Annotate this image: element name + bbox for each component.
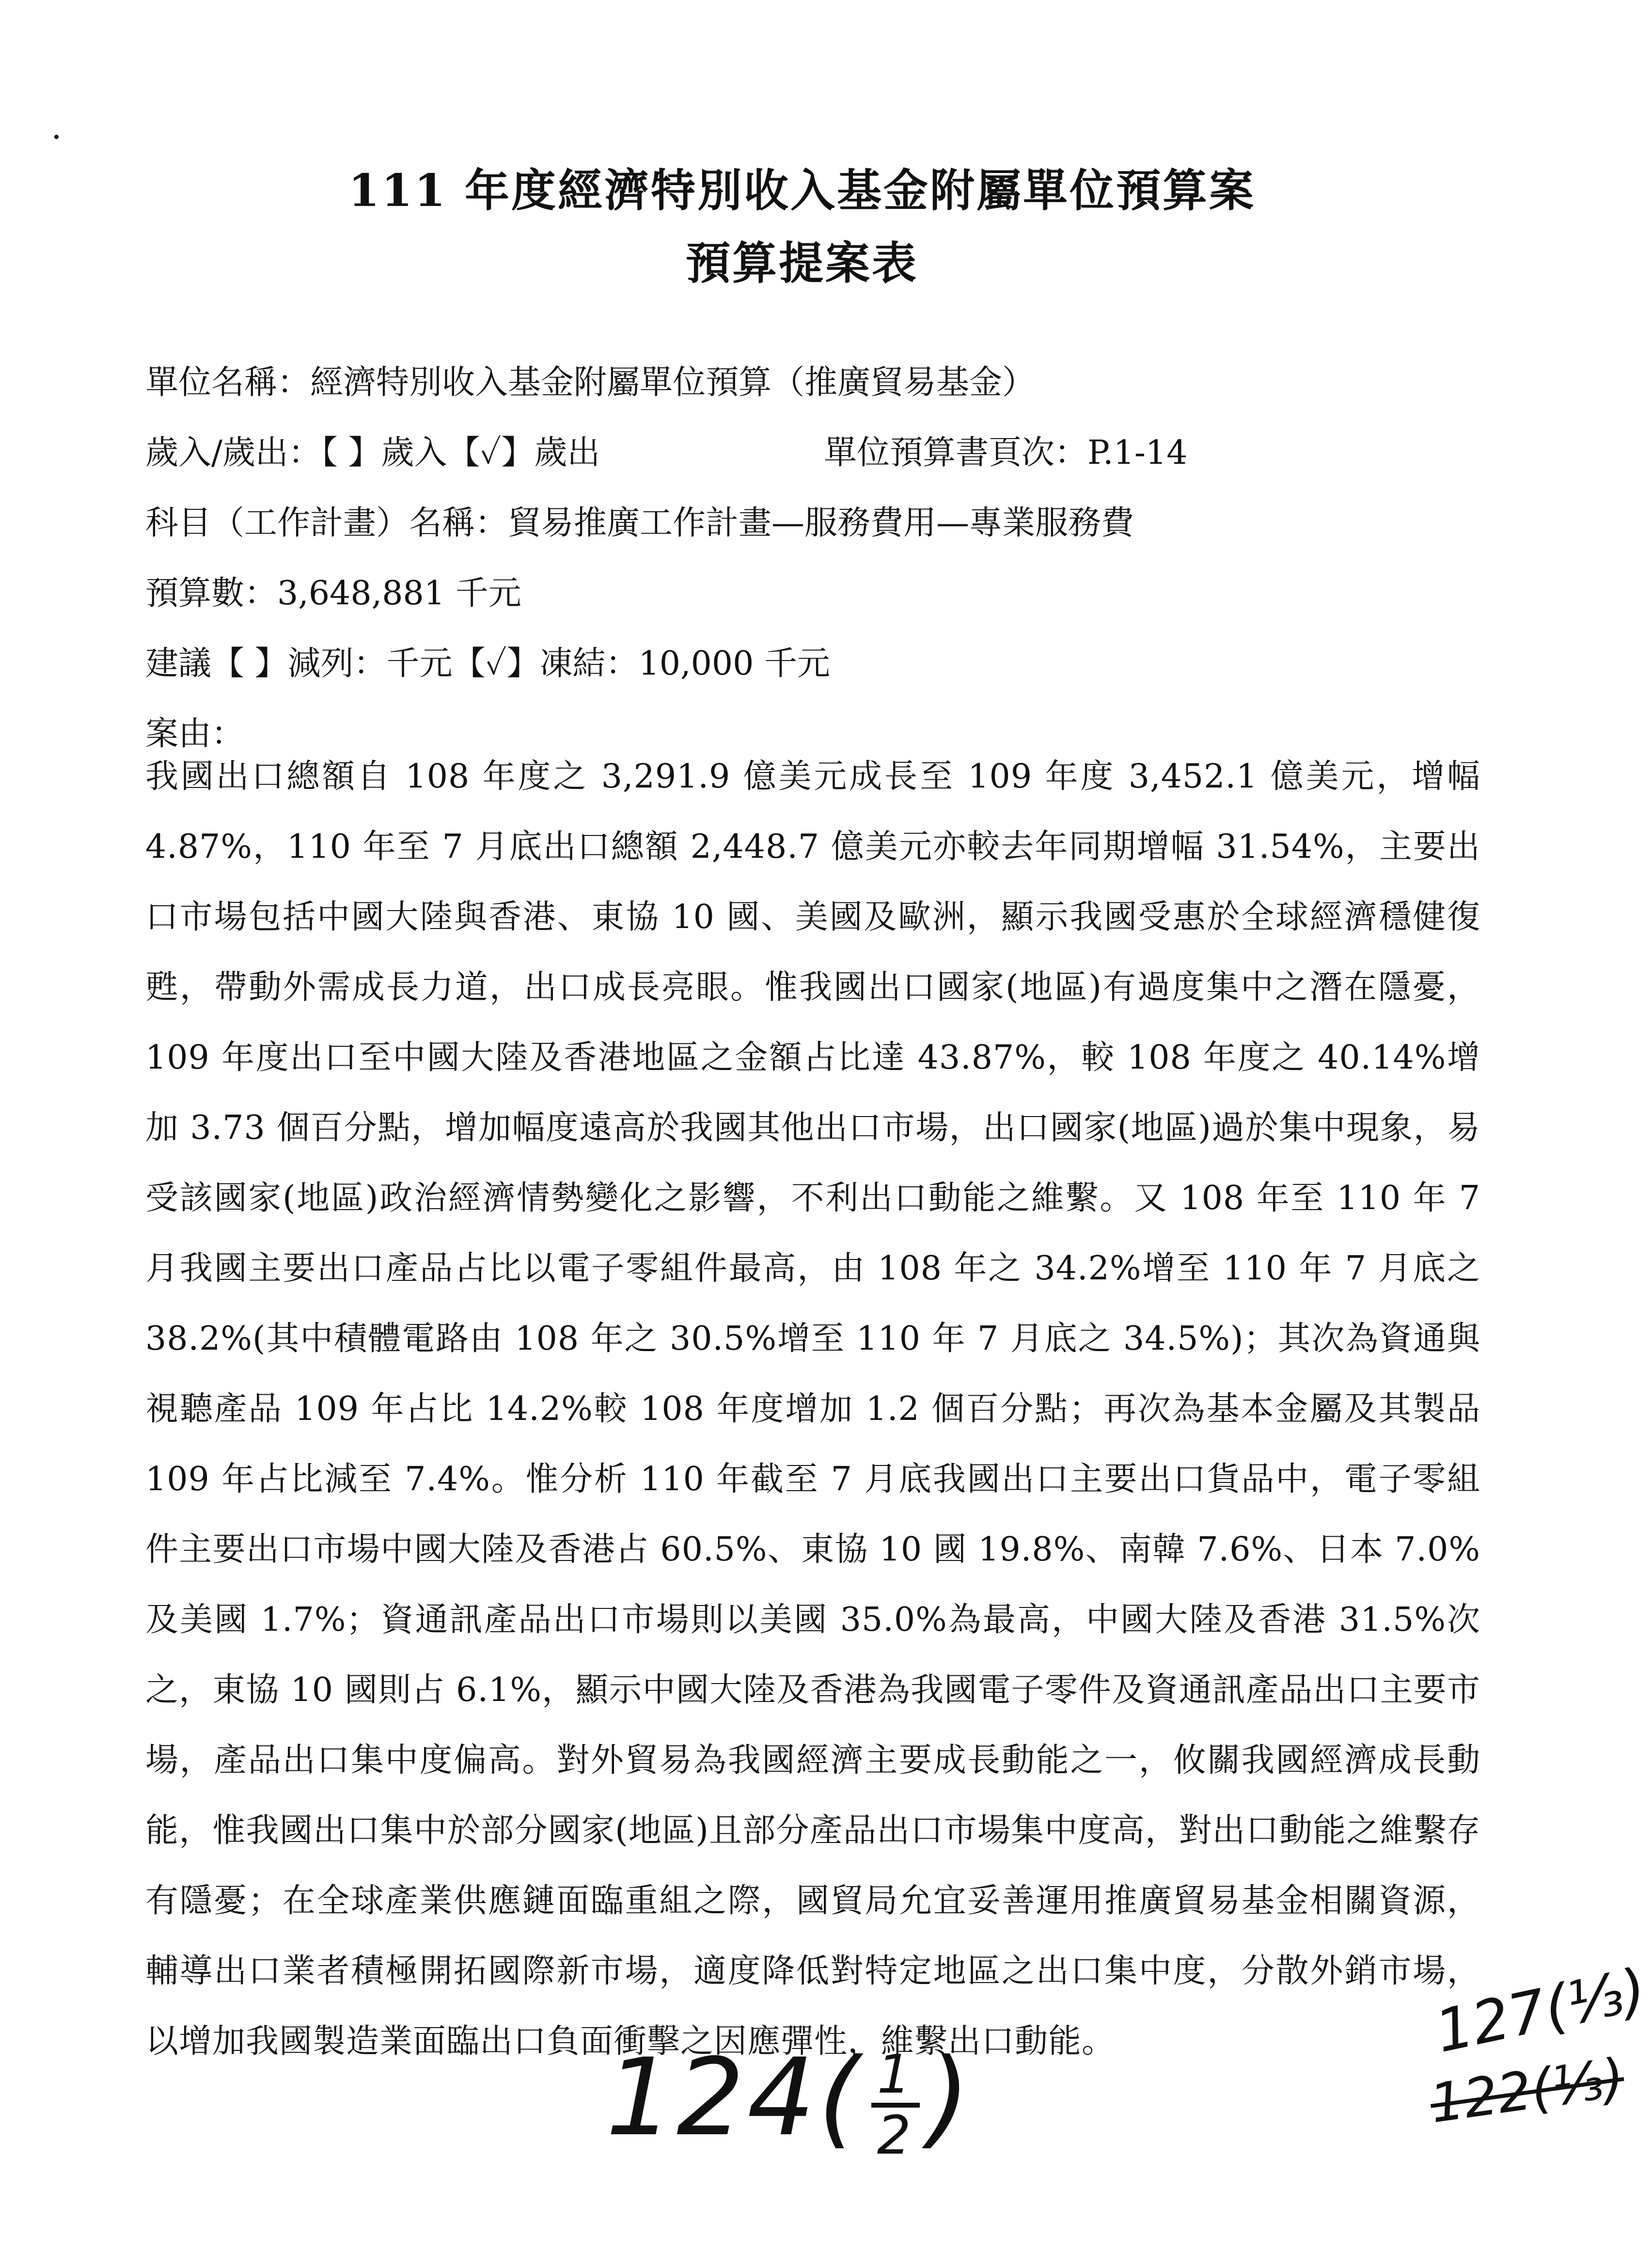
- struck-note-text: 122(⅓): [1426, 2046, 1628, 2135]
- handwritten-paren-open: (: [818, 2035, 863, 2159]
- budget-amount-field: 預算數：3,648,881 千元: [145, 574, 521, 613]
- revenue-expense-field: 歲入/歲出：【 】歲入【✓】歲出: [145, 434, 600, 472]
- budget-page-field: 單位預算書頁次：P.1-14: [824, 434, 1188, 472]
- fraction-denominator: 2: [877, 2104, 914, 2166]
- reason-label: 案由：: [145, 715, 245, 753]
- handwritten-page-number: [606, 2035, 973, 2166]
- fraction-numerator: 1: [871, 2047, 920, 2108]
- unit-name-field: 單位名稱：經濟特別收入基金附屬單位預算（推廣貿易基金）: [145, 363, 1036, 402]
- handwritten-paren-close: ): [928, 2035, 973, 2159]
- suggestion-field: 建議【 】減列：千元【✓】凍結：10,000 千元: [145, 645, 831, 683]
- reason-paragraph: 我國出口總額自 108 年度之 3,291.9 億美元成長至 109 年度 3,452.1 億美元，增幅 4.87%，110 年至 7 月底出口總額 2,448.7 億美元亦較去年同期增幅 31.54%，主要出口市場包括中國大陸與香港、東協 10 國、美國及歐洲，顯示我國受惠於全球經濟穩健復甦，帶動外需成長力道，出口成長亮眼。惟我國出口國家(地區)有過度集中之潛在隱憂，109 年度出口至中國大陸及香港地區之金額占比達 43.87%，較 108 年度之 40.14%增加 3.73 個百分點，增加幅度遠高於我國其他出口市場，出口國家(地區)過於集中現象，易受該國家(地區)政治經濟情勢變化之影響，不利出口動能之維繫。又 108 年至 110 年 7 月我國主要出口產品占比以電子零組件最高，由 108 年之 34.2%增至 110 年 7 月底之 38.2%(其中積體電路由 108 年之 30.5%增至 110 年 7 月底之 34.5%)；其次為資通與視聽產品 109 年占比 14.2%較 108 年度增加 1.2 個百分點；再次為基本金屬及其製品 109 年占比減至 7.4%。惟分析 110 年截至 7 月底我國出口主要出口貨品中，電子零組件主要出口市場中國大陸及香港占 60.5%、東協 10 國 19.8%、南韓 7.6%、日本 7.0%及美國 1.7%；資通訊產品出口市場則以美國 35.0%為最高，中國大陸及香港 31.5%次之，東協 10 國則占 6.1%，顯示中國大陸及香港為我國電子零件及資通訊產品出口主要市場，產品出口集中度偏高。對外貿易為我國經濟主要成長動能之一，攸關我國經濟成長動能，惟我國出口集中於部分國家(地區)且部分產品出口市場集中度高，對出口動能之維繫存有隱憂；在全球產業供應鏈面臨重組之際，國貿局允宜妥善運用推廣貿易基金相關資源，輔導出口業者積極開拓國際新市場，適度降低對特定地區之出口集中度，分散外銷市場，以增加我國製造業面臨出口負面衝擊之因應彈性，維繫出口動能。: [145, 757, 1480, 2061]
- handwritten-note-upper: 127(⅓): [1430, 1955, 1652, 2066]
- subject-field: 科目（工作計畫）名稱：貿易推廣工作計畫—服務費用—專業服務費: [145, 504, 1134, 542]
- scan-speck: [54, 135, 59, 139]
- handwritten-fraction: [871, 2043, 920, 2166]
- document-title: 111 年度經濟特別收入基金附屬單位預算案: [348, 164, 1256, 217]
- handwritten-number: 124: [606, 2035, 818, 2159]
- document-subtitle: 預算提案表: [685, 237, 918, 289]
